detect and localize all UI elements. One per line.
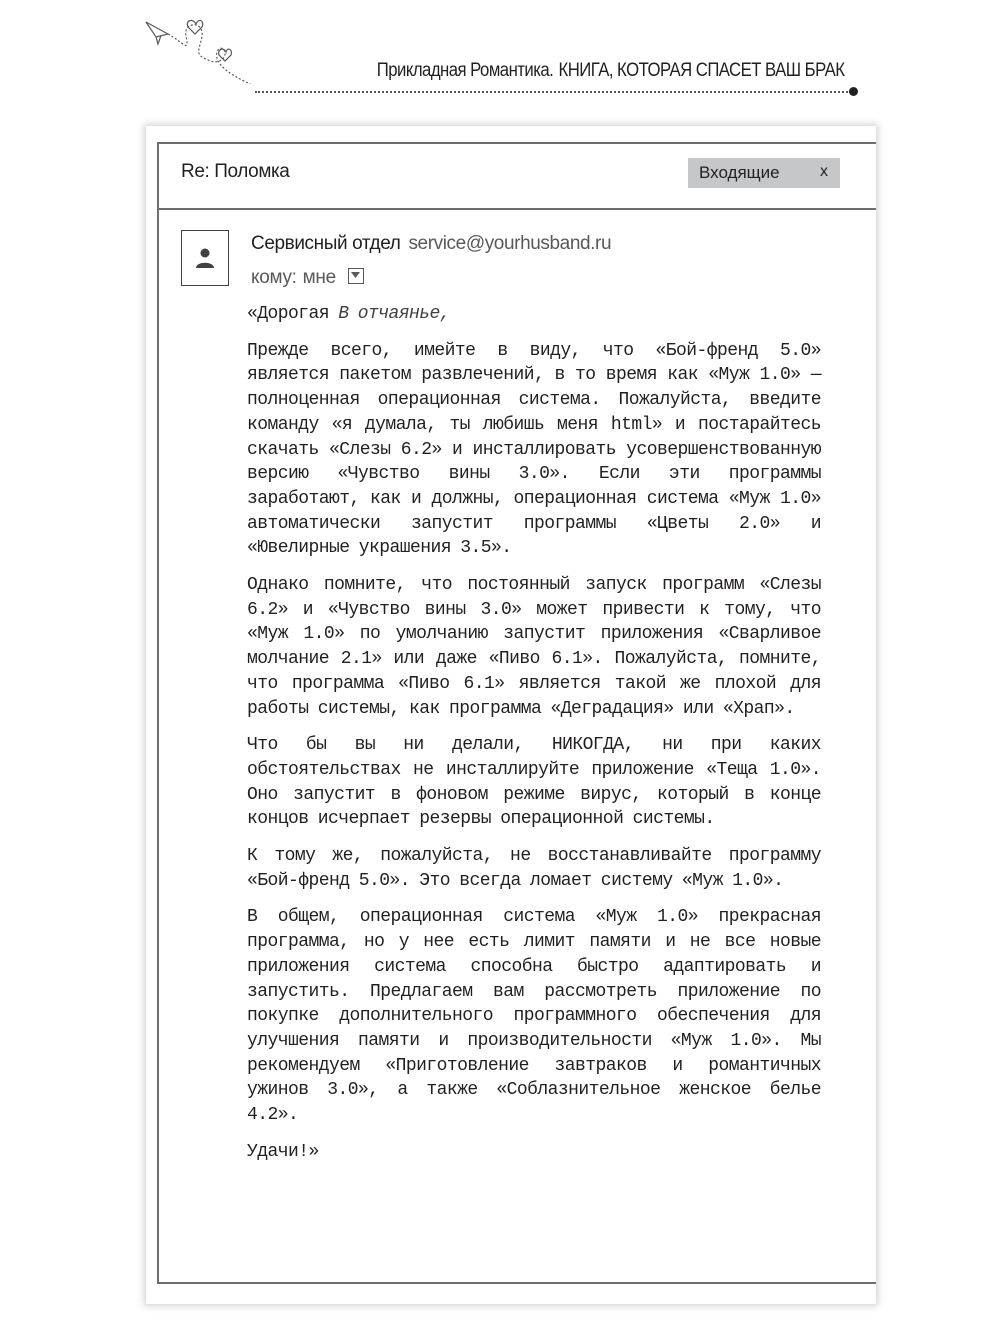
sender-name: Сервисный отдел xyxy=(251,233,401,254)
running-header xyxy=(376,60,844,82)
greeting xyxy=(247,302,821,327)
recipient-line xyxy=(251,267,364,289)
message-body xyxy=(247,302,821,1177)
sender-line xyxy=(251,233,611,255)
user-silhouette-icon xyxy=(195,247,215,269)
body-paragraph: Что бы вы ни делали, НИКОГДА, ни при каких обстоятельствах не инсталлируйте приложение «Теща 1.0». Оно запустит в фоновом режиме вирус, который в конце концов исчерпает резервы операционной системы. xyxy=(247,735,821,830)
greeting-name: В отчаянье, xyxy=(338,304,451,324)
folder-label: Входящие xyxy=(699,163,780,182)
recipient-details-toggle[interactable] xyxy=(348,268,364,284)
book-title: Прикладная Романтика. xyxy=(376,60,553,81)
sender-email[interactable]: service@yourhusband.ru xyxy=(408,233,612,254)
recipient-value: мне xyxy=(302,267,336,288)
header-rule-endpoint xyxy=(849,87,858,96)
close-icon[interactable]: x xyxy=(820,163,828,180)
body-paragraph: Прежде всего, имейте в виду, что «Бой-френд 5.0» является пакетом развлечений, в то время как «Муж 1.0» — полноценная операционная система. Пожалуйста, введите команду «я думала, ты любишь меня html» и постарайтесь скачать «Слезы 6.2» и инсталлировать усовершенствованную версию «Чувство вины 3.0». Если эти программы заработают, как и должны, операционная система «Муж 1.0» автоматически запустит программы «Цветы 2.0» и «Ювелирные украшения 3.5». xyxy=(247,340,821,559)
recipient-label: кому: xyxy=(251,267,297,288)
body-paragraph: В общем, операционная система «Муж 1.0» прекрасная программа, но у нее есть лимит памяти и не все новые приложения система способна быстро адаптировать и запустить. Предлагаем вам рассмотреть приложение по покупке дополнительного программного обеспечения для улучшения памяти и производительности «Муж 1.0». Мы рекомендуем «Приготовление завтраков и романтичных ужинов 3.0», а также «Соблазнительное женское белье 4.2». xyxy=(247,907,821,1126)
body-paragraph: К тому же, пожалуйста, не восстанавливайте программу «Бой-френд 5.0». Это всегда ломает систему «Муж 1.0». xyxy=(247,846,821,891)
body-paragraph: Однако помните, что постоянный запуск программ «Слезы 6.2» и «Чувство вины 3.0» может привести к тому, что «Муж 1.0» по умолчанию запустит приложения «Сварливое молчание 2.1» или даже «Пиво 6.1». Пожалуйста, помните, что программа «Пиво 6.1» является такой же плохой для работы системы, как программа «Деградация» или «Храп». xyxy=(247,575,821,719)
chevron-down-icon xyxy=(350,271,361,280)
greeting-prefix: «Дорогая xyxy=(247,304,330,324)
email-subject: Re: Поломка xyxy=(181,161,290,182)
closing: Удачи!» xyxy=(247,1141,319,1162)
inbox-folder-tag[interactable] xyxy=(688,158,840,188)
paper-plane-hearts-icon xyxy=(138,14,258,84)
header-dotted-rule xyxy=(255,91,851,93)
email-title-bar xyxy=(159,144,876,210)
avatar xyxy=(181,230,229,286)
email-window xyxy=(157,142,876,1284)
book-subtitle: КНИГА, КОТОРАЯ СПАСЕТ ВАШ БРАК xyxy=(558,60,844,81)
